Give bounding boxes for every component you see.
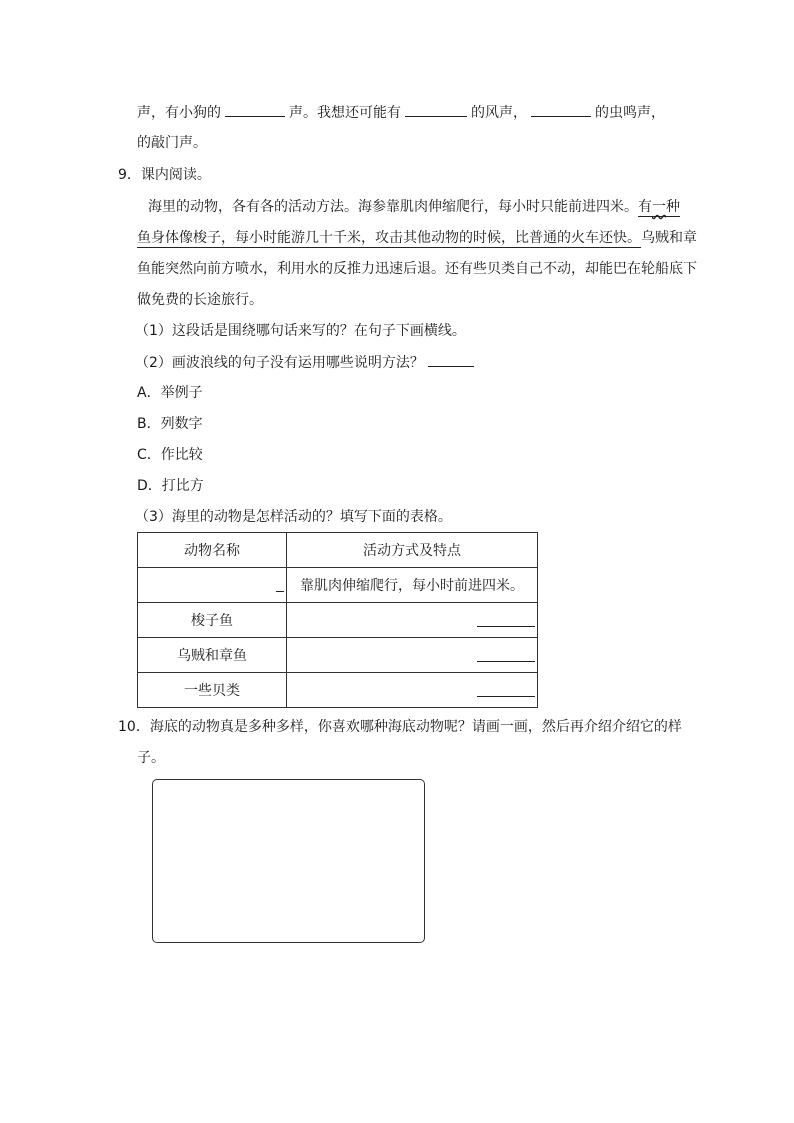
passage-line-3: 鱼能突然向前方喷水，利用水的反推力迅速后退。还有些贝类自己不动，却能巴在轮船底下 [137, 261, 697, 277]
answer-blank[interactable] [477, 696, 535, 697]
sub-question-3: （3）海里的动物是怎样活动的？填写下面的表格。 [135, 509, 452, 525]
animal-name-cell: 一些贝类 [138, 673, 287, 708]
underlined-sentence: 鱼身体像梭子，每小时能游几十千米，攻击其他动物的时候，比普通的火车还快。 [137, 230, 641, 246]
q10-line2: 子。 [137, 750, 165, 766]
answer-blank[interactable] [276, 591, 284, 592]
question-title: 课内阅读。 [140, 167, 211, 183]
option-d[interactable]: D．打比方 [137, 478, 204, 494]
answer-blank[interactable] [405, 102, 467, 117]
table-header-row [138, 533, 538, 568]
answer-blank[interactable] [225, 102, 285, 117]
sub-question-1: （1）这段话是围绕哪句话来写的？在句子下画横线。 [135, 323, 466, 339]
passage-line-1: 海里的动物，各有各的活动方法。海参靠肌肉伸缩爬行，每小时只能前进四米。有一种 [148, 199, 680, 215]
animal-name-cell[interactable] [138, 568, 287, 603]
q9-heading [118, 165, 211, 185]
question-number: 10． [118, 719, 150, 735]
table-row [138, 638, 538, 673]
question-number: 9． [118, 167, 141, 183]
passage-line-2: 鱼身体像梭子，每小时能游几十千米，攻击其他动物的时候，比普通的火车还快。乌贼和章 [137, 230, 697, 246]
option-b[interactable]: B．列数字 [137, 416, 203, 432]
option-a[interactable]: A．举例子 [137, 385, 203, 401]
answer-blank[interactable] [477, 626, 535, 627]
table-header-cell: 动物名称 [138, 533, 287, 568]
activity-cell: 靠肌肉伸缩爬行，每小时前进四米。 [287, 568, 538, 603]
q8-line1: 声，有小狗的 声。我想还可能有 的风声， 的虫鸣声， [137, 102, 665, 123]
table-row [138, 568, 538, 603]
answer-blank[interactable] [531, 102, 591, 117]
animal-activity-table [137, 532, 538, 708]
table-row [138, 603, 538, 638]
table-header-cell: 活动方式及特点 [287, 533, 538, 568]
q10-line1: 10．海底的动物真是多种多样，你喜欢哪种海底动物呢？请画一画，然后再介绍介绍它的样 [118, 719, 682, 735]
underlined-sentence: 有 [638, 199, 652, 215]
animal-name-cell: 乌贼和章鱼 [138, 638, 287, 673]
table-row [138, 673, 538, 708]
activity-cell[interactable] [287, 673, 538, 708]
activity-cell[interactable] [287, 603, 538, 638]
answer-blank[interactable] [477, 661, 535, 662]
drawing-box[interactable] [152, 779, 425, 943]
sub-question-2: （2）画波浪线的句子没有运用哪些说明方法？ [135, 352, 478, 373]
wavy-underline: 一 [652, 199, 666, 215]
option-c[interactable]: C．作比较 [137, 447, 203, 463]
q8-line2: 的敲门声。 [137, 135, 207, 151]
activity-cell[interactable] [287, 638, 538, 673]
answer-blank[interactable] [428, 352, 474, 367]
animal-name-cell: 梭子鱼 [138, 603, 287, 638]
passage-line-4: 做免费的长途旅行。 [137, 292, 263, 308]
